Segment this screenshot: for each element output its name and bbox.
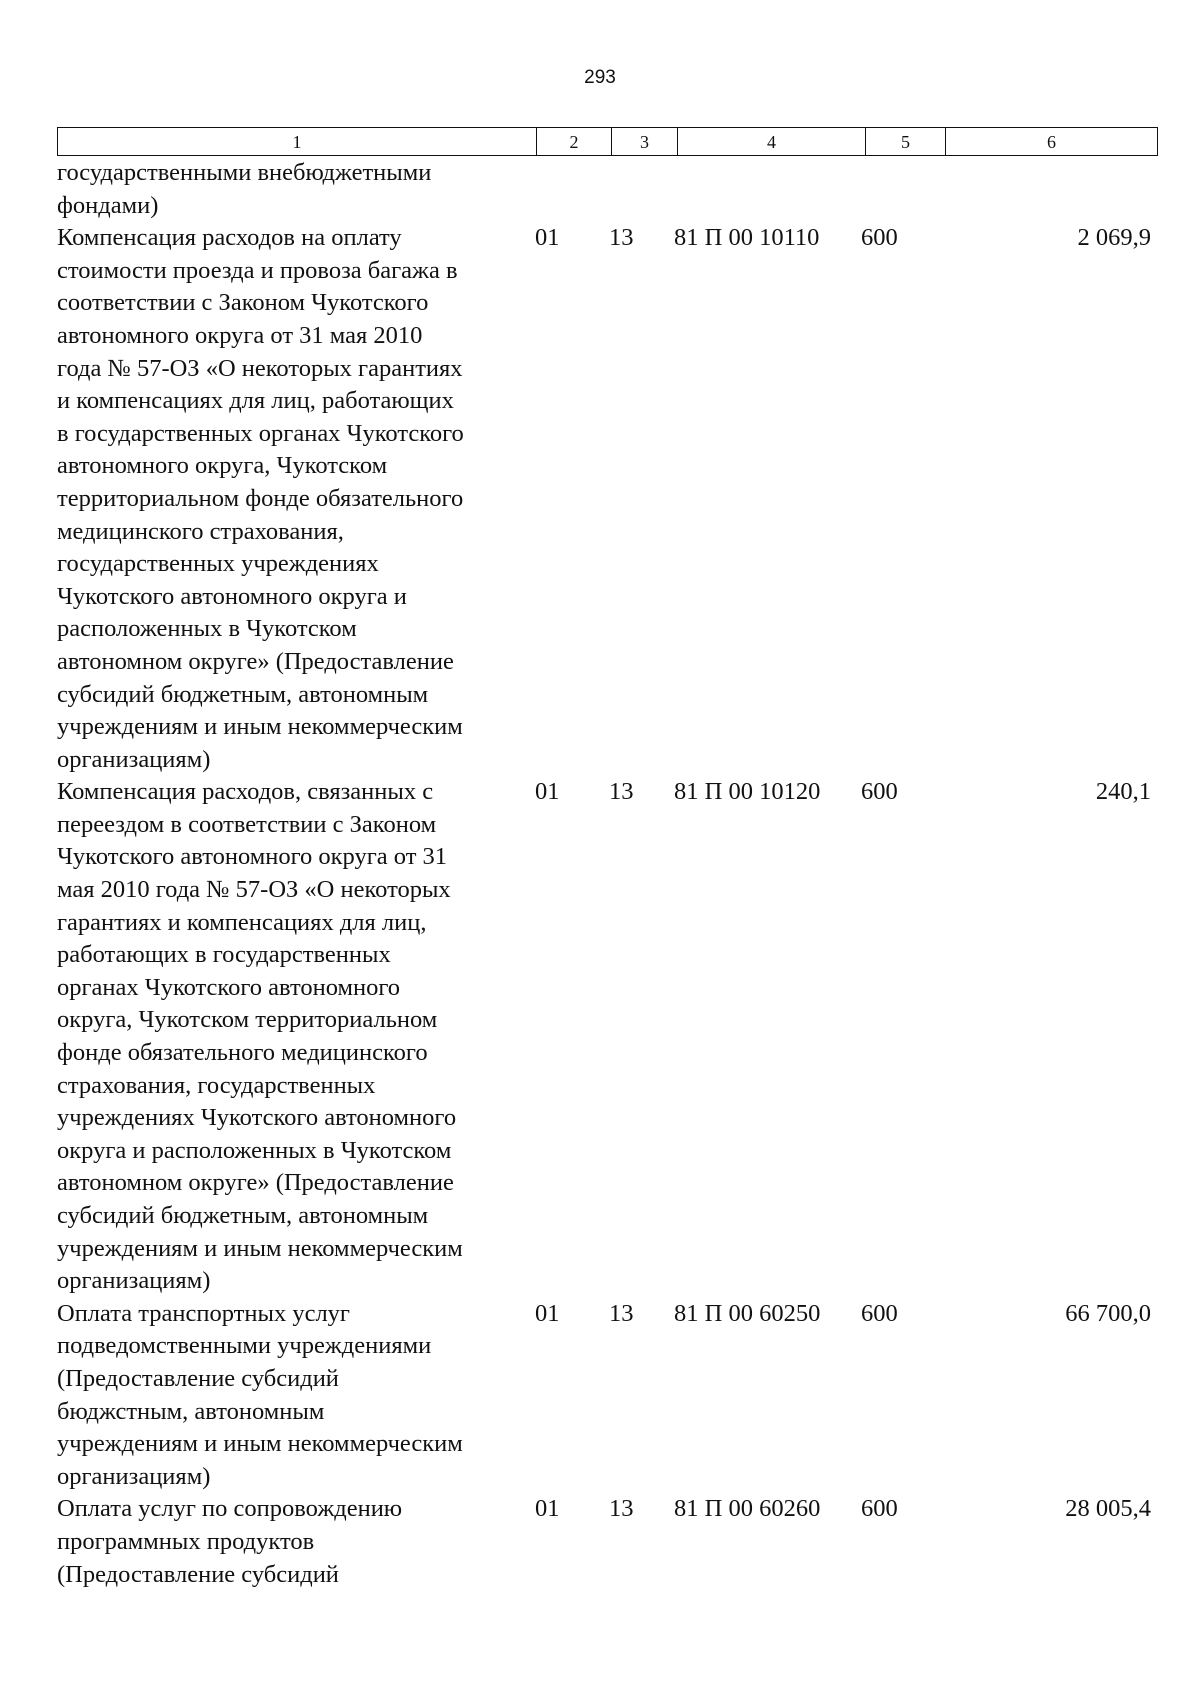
description-line: фонде обязательного медицинского [57,1039,428,1067]
description-line: государственными внебюджетными [57,159,432,186]
row-code: 81 П 00 10120 [674,778,821,806]
description-line: организациям) [57,1462,211,1490]
budget-table [57,157,1151,1591]
description-line: (Предоставление субсидий [57,1560,339,1588]
page-number: 293 [584,67,616,88]
row-amount [940,157,1151,222]
description-line: Компенсация расходов на оплату [57,224,402,252]
description-line: расположенных в Чукотском [57,615,357,643]
row-code: 81 П 00 60250 [674,1299,821,1327]
row-description [57,776,535,1298]
description-line: автономного округа от 31 мая 2010 [57,321,423,349]
description-line: (Предоставление субсидий [57,1364,339,1392]
row-expense-type: 600 [861,778,898,806]
row-description [57,157,535,222]
description-line: учреждениях Чукотского автономного [57,1104,457,1132]
description-line: автономном округе» (Предоставление [57,647,454,675]
description-line: Чукотского автономного округа от 31 [57,843,448,871]
row-subsection: 13 [609,1495,634,1523]
row-amount: 66 700,0 [1065,1299,1151,1327]
row-expense-type: 600 [861,1495,898,1523]
column-header-1: 1 [58,128,537,156]
description-line: страхования, государственных [57,1071,376,1099]
row-subsection: 13 [609,224,634,252]
row-amount: 240,1 [1095,778,1151,806]
table-row [57,222,1151,776]
row-amount: 28 005,4 [1065,1495,1151,1523]
row-subsection: 13 [609,1299,634,1327]
description-line: медицинского страхования, [57,517,344,545]
description-line: организациям) [57,1267,211,1295]
description-line: Компенсация расходов, связанных с [57,778,434,806]
description-line: фондами) [57,191,159,219]
row-code [674,157,861,222]
row-section: 01 [535,1299,560,1327]
description-line: стоимости проезда и провоза багажа в [57,256,458,284]
table-row [57,157,1151,222]
row-section [535,157,609,222]
row-description [57,222,535,776]
budget-table-body [57,157,1151,1591]
column-header-6: 6 [946,128,1158,156]
column-header-4: 4 [678,128,866,156]
description-line: округа и расположенных в Чукотском [57,1136,452,1164]
description-line: учреждениям и иным некоммерческим [57,713,463,741]
table-row [57,1298,1151,1494]
row-section: 01 [535,224,560,252]
column-header-row [58,128,1158,156]
table-row [57,776,1151,1298]
description-line: автономном округе» (Предоставление [57,1169,454,1197]
description-line: субсидий бюджетным, автономным [57,1202,429,1229]
description-line: года № 57-ОЗ «О некоторых гарантиях [57,354,463,382]
description-line: Оплата транспортных услуг [57,1299,350,1327]
column-header-table [57,127,1158,156]
row-code: 81 П 00 60260 [674,1495,821,1523]
description-line: переездом в соответствии с Законом [57,810,437,838]
description-line: автономного округа, Чукотском [57,452,388,480]
row-description [57,1493,535,1591]
description-line: гарантиях и компенсациях для лиц, [57,908,427,936]
description-line: Оплата услуг по сопровождению [57,1495,403,1523]
row-description [57,1298,535,1494]
description-line: организациям) [57,745,211,773]
description-line: бюджстным, автономным [57,1397,325,1425]
row-subsection [609,157,674,222]
description-line: подведомственными учреждениями [57,1332,432,1360]
row-expense-type: 600 [861,1299,898,1327]
description-line: округа, Чукотском территориальном [57,1006,438,1034]
row-section: 01 [535,778,560,806]
table-row [57,1493,1151,1591]
description-line: учреждениям и иным некоммерческим [57,1430,463,1458]
row-section: 01 [535,1495,560,1523]
description-line: работающих в государственных [57,941,391,969]
column-header-2: 2 [537,128,612,156]
description-line: государственных учреждениях [57,550,379,578]
description-line: Чукотского автономного округа и [57,582,407,610]
description-line: и компенсациях для лиц, работающих [57,387,454,415]
column-header-5: 5 [866,128,946,156]
row-expense-type [861,157,940,222]
description-line: в государственных органах Чукотского [57,419,464,447]
column-header-3: 3 [612,128,678,156]
row-expense-type: 600 [861,224,898,252]
description-line: органах Чукотского автономного [57,973,401,1001]
row-subsection: 13 [609,778,634,806]
description-line: соответствии с Законом Чукотского [57,289,429,317]
description-line: программных продуктов [57,1527,315,1555]
description-line: мая 2010 года № 57-ОЗ «О некоторых [57,876,451,904]
description-line: учреждениям и иным некоммерческим [57,1234,463,1262]
description-line: территориальном фонде обязательного [57,484,464,512]
row-amount: 2 069,9 [1077,224,1151,252]
row-code: 81 П 00 10110 [674,224,820,252]
description-line: субсидий бюджетным, автономным [57,680,429,708]
